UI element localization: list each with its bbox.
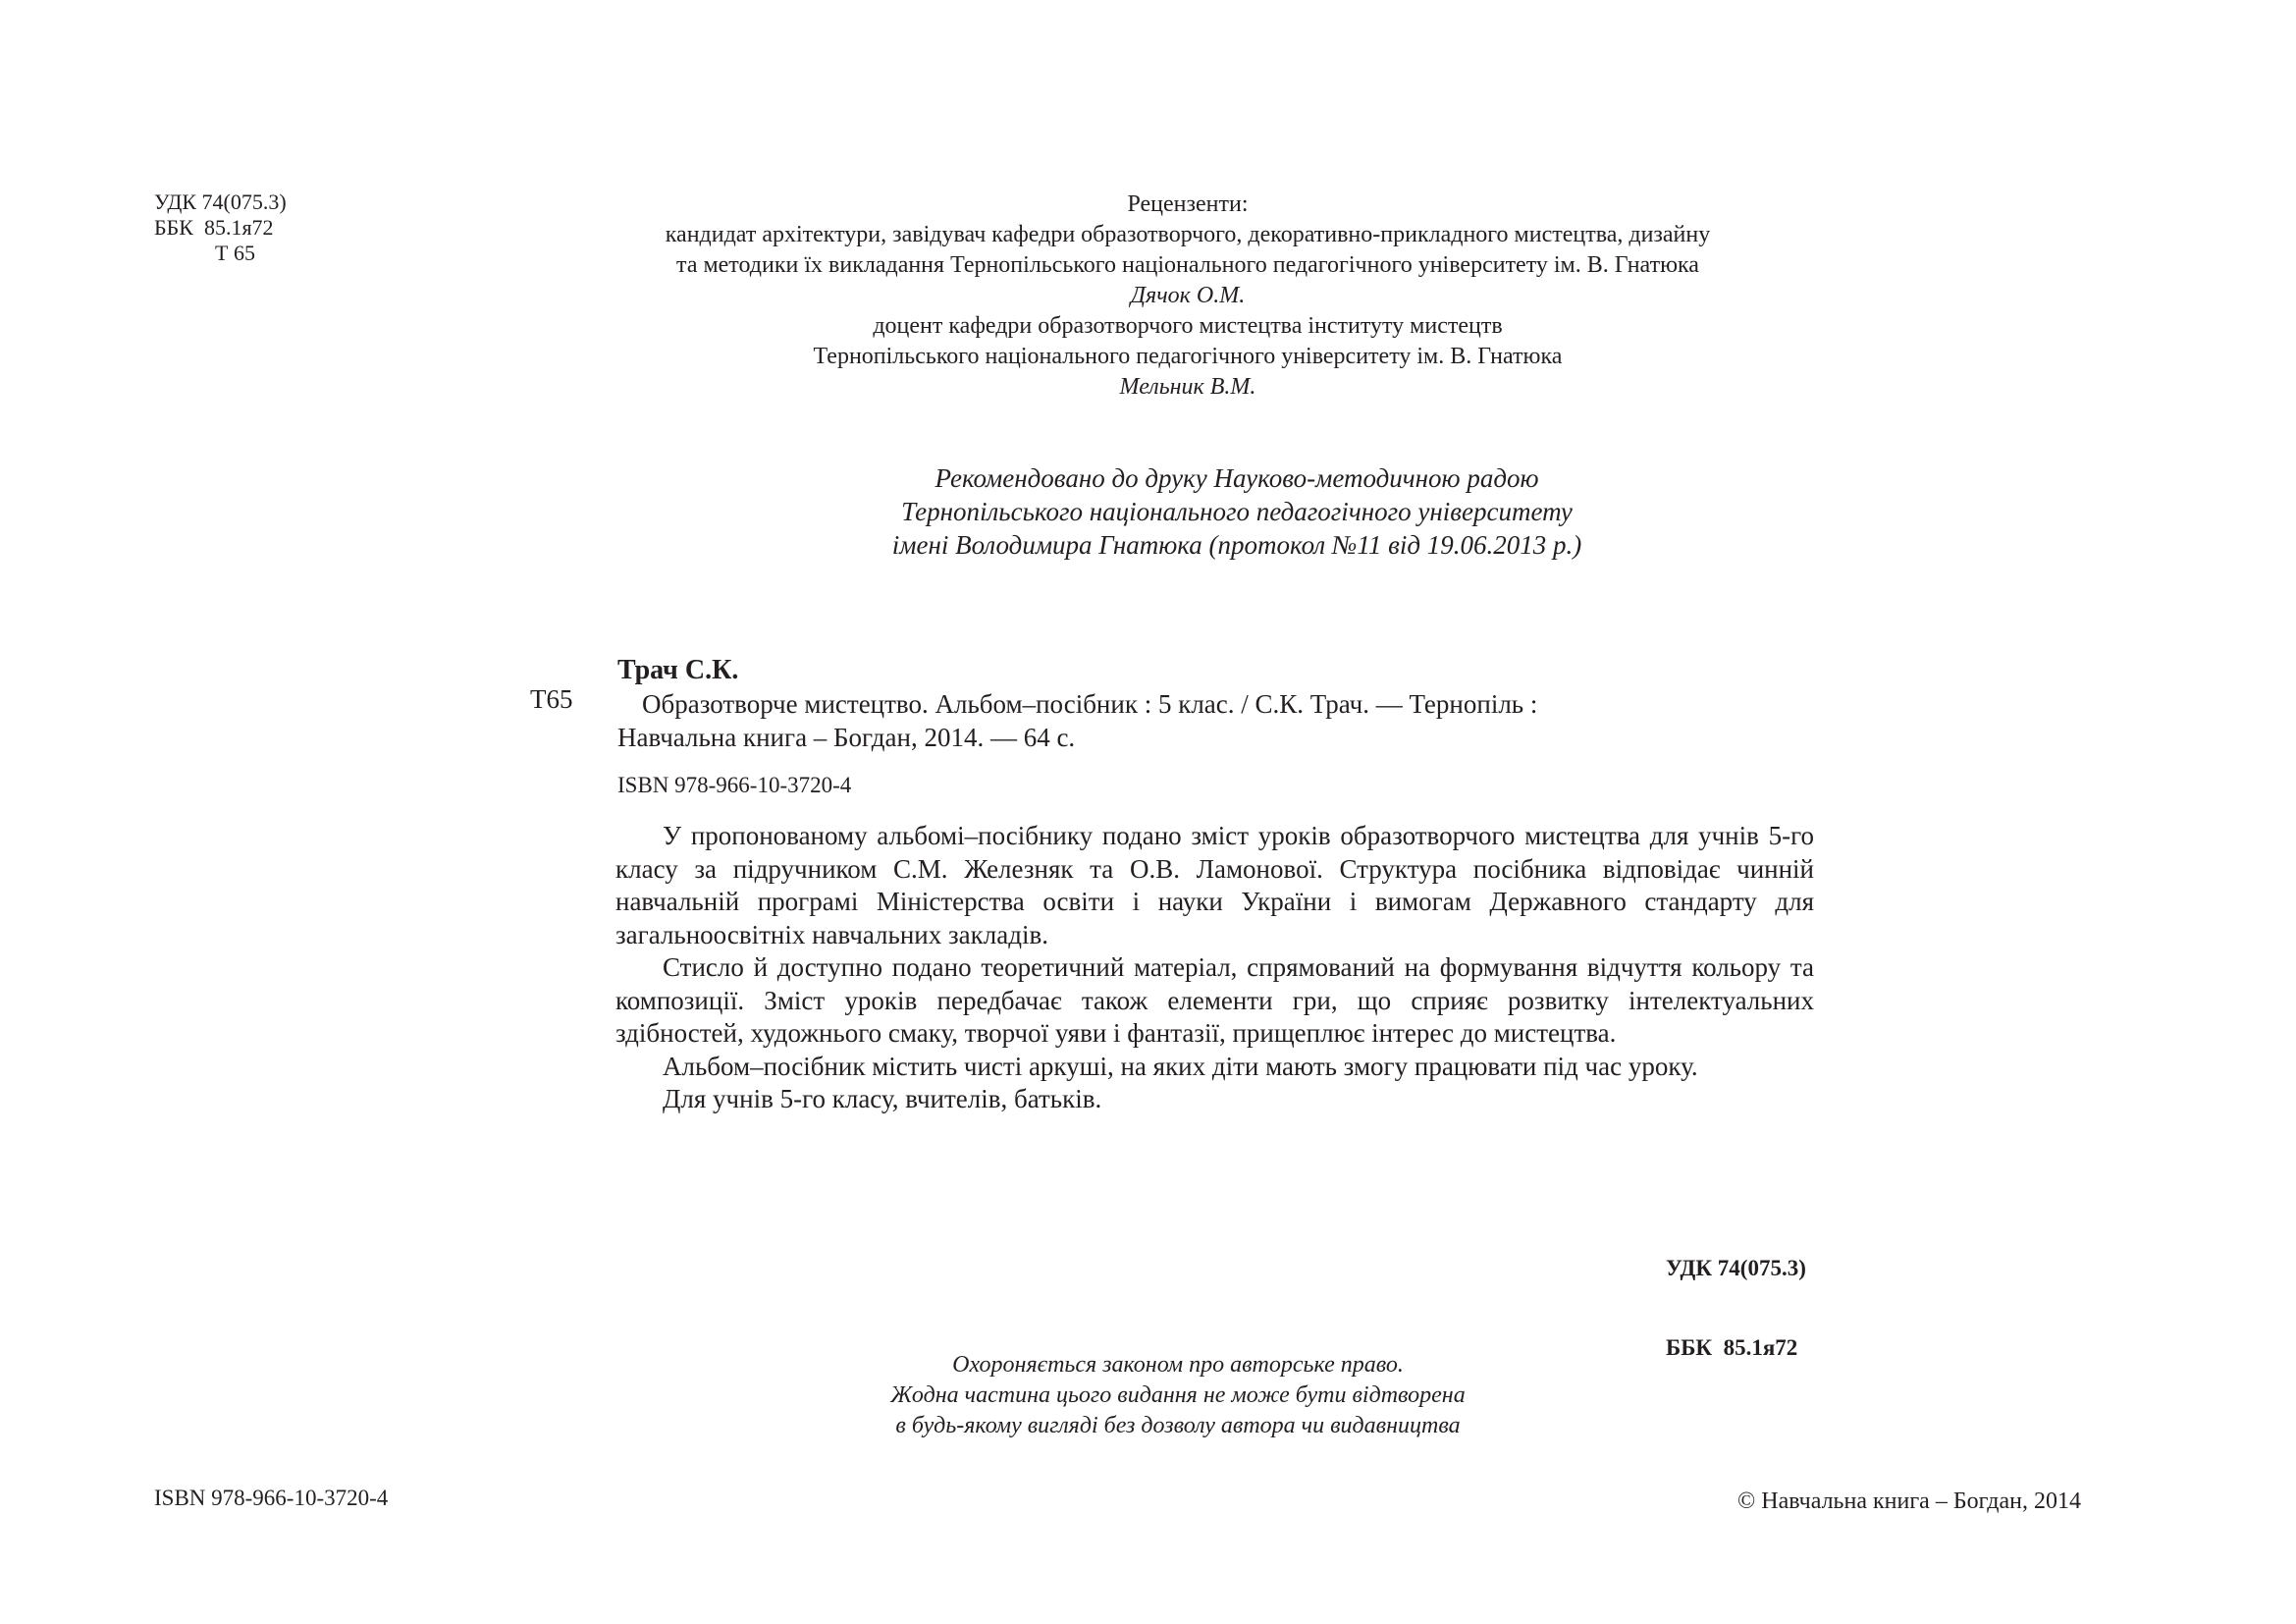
reviewer-2-name: Мельник В.М. [1119,374,1256,400]
recommendation-block [785,461,1688,562]
bbk-code-bold: ББК 85.1я72 [1666,1335,1798,1360]
annotation-paragraph: Альбом–посібник містить чисті аркуші, на яких діти мають змогу працювати під час уроку. [663,1051,1698,1081]
reviewer-1-position-line: кандидат архітектури, завідувач кафедри образотворчого, декоративно-прикладного мистецтва, дизайну [665,222,1711,247]
annotation-paragraph: У пропонованому альбомі–посібнику подано зміст уроків образотворчого мистецтва для учнів 5-го класу за підручником С.М. Железняк та О.В. Ламонової. Структура посібника відповідає чинній навчальній програмі Міністерства освіти і науки України і вимогам Державного стандарту для загальноосвітніх навчальних закладів. [615,821,1814,949]
recommendation-line: Тернопільського національного педагогічного університету [901,497,1573,526]
annotation-text [615,820,1814,1116]
recommendation-line: Рекомендовано до друку Науково-методичною радою [934,463,1539,493]
annotation-paragraph: Для учнів 5-го класу, вчителів, батьків. [663,1084,1102,1113]
copyright-notice [785,1350,1571,1441]
footer-copyright: © Навчальна книга – Богдан, 2014 [1737,1489,2081,1514]
bibliography-isbn: ISBN 978-966-10-3720-4 [617,773,852,797]
bibliography-description [617,687,1815,754]
bibliography-line-1: Образотворче мистецтво. Альбом–посібник : 5 клас. / С.К. Трач. — Тернопіль : [642,689,1538,719]
annotation-paragraph: Стисло й доступно подано теоретичний матеріал, спрямований на формування відчуття кольору та композиції. Зміст уроків передбачає також елементи гри, що сприяє розвитку інтелектуальних здібностей, художнього смаку, творчої уяви і фантазії, прищеплює інтерес до мистецтва. [615,952,1814,1048]
reviewers-block [510,189,1865,403]
recommendation-line: імені Володимира Гнатюка (протокол №11 від 19.06.2013 р.) [891,530,1582,560]
notice-line: Жодна частина цього видання не може бути відтворена [890,1382,1466,1408]
notice-line: Охороняється законом про авторське право. [952,1352,1404,1378]
reviewer-1-position-line: та методики їх викладання Тернопільського національного педагогічного університету ім. В. Гнатюка [676,252,1699,278]
bbk-code: ББК 85.1я72 [154,215,274,240]
classification-codes-bottom [1666,1202,1806,1387]
classification-codes-top [154,189,287,266]
bibliography-author: Трач С.К. [617,655,739,685]
notice-line: в будь-якому вигляді без дозволу автора чи видавництва [895,1413,1461,1438]
bibliography-mark: Т65 [530,684,573,714]
footer-isbn: ISBN 978-966-10-3720-4 [154,1486,389,1510]
reviewer-2-position-line: Тернопільського національного педагогічного університету ім. В. Гнатюка [813,344,1563,369]
reviewer-2-position-line: доцент кафедри образотворчого мистецтва інституту мистецтв [873,313,1503,339]
author-mark: Т 65 [215,241,255,265]
bibliography-line-2: Навчальна книга – Богдан, 2014. — 64 с. [617,723,1076,752]
reviewer-1-name: Дячок О.М. [1130,283,1246,308]
udk-code: УДК 74(075.3) [154,189,287,214]
udk-code-bold: УДК 74(075.3) [1666,1256,1806,1280]
reviewers-heading: Рецензенти: [1127,191,1249,217]
